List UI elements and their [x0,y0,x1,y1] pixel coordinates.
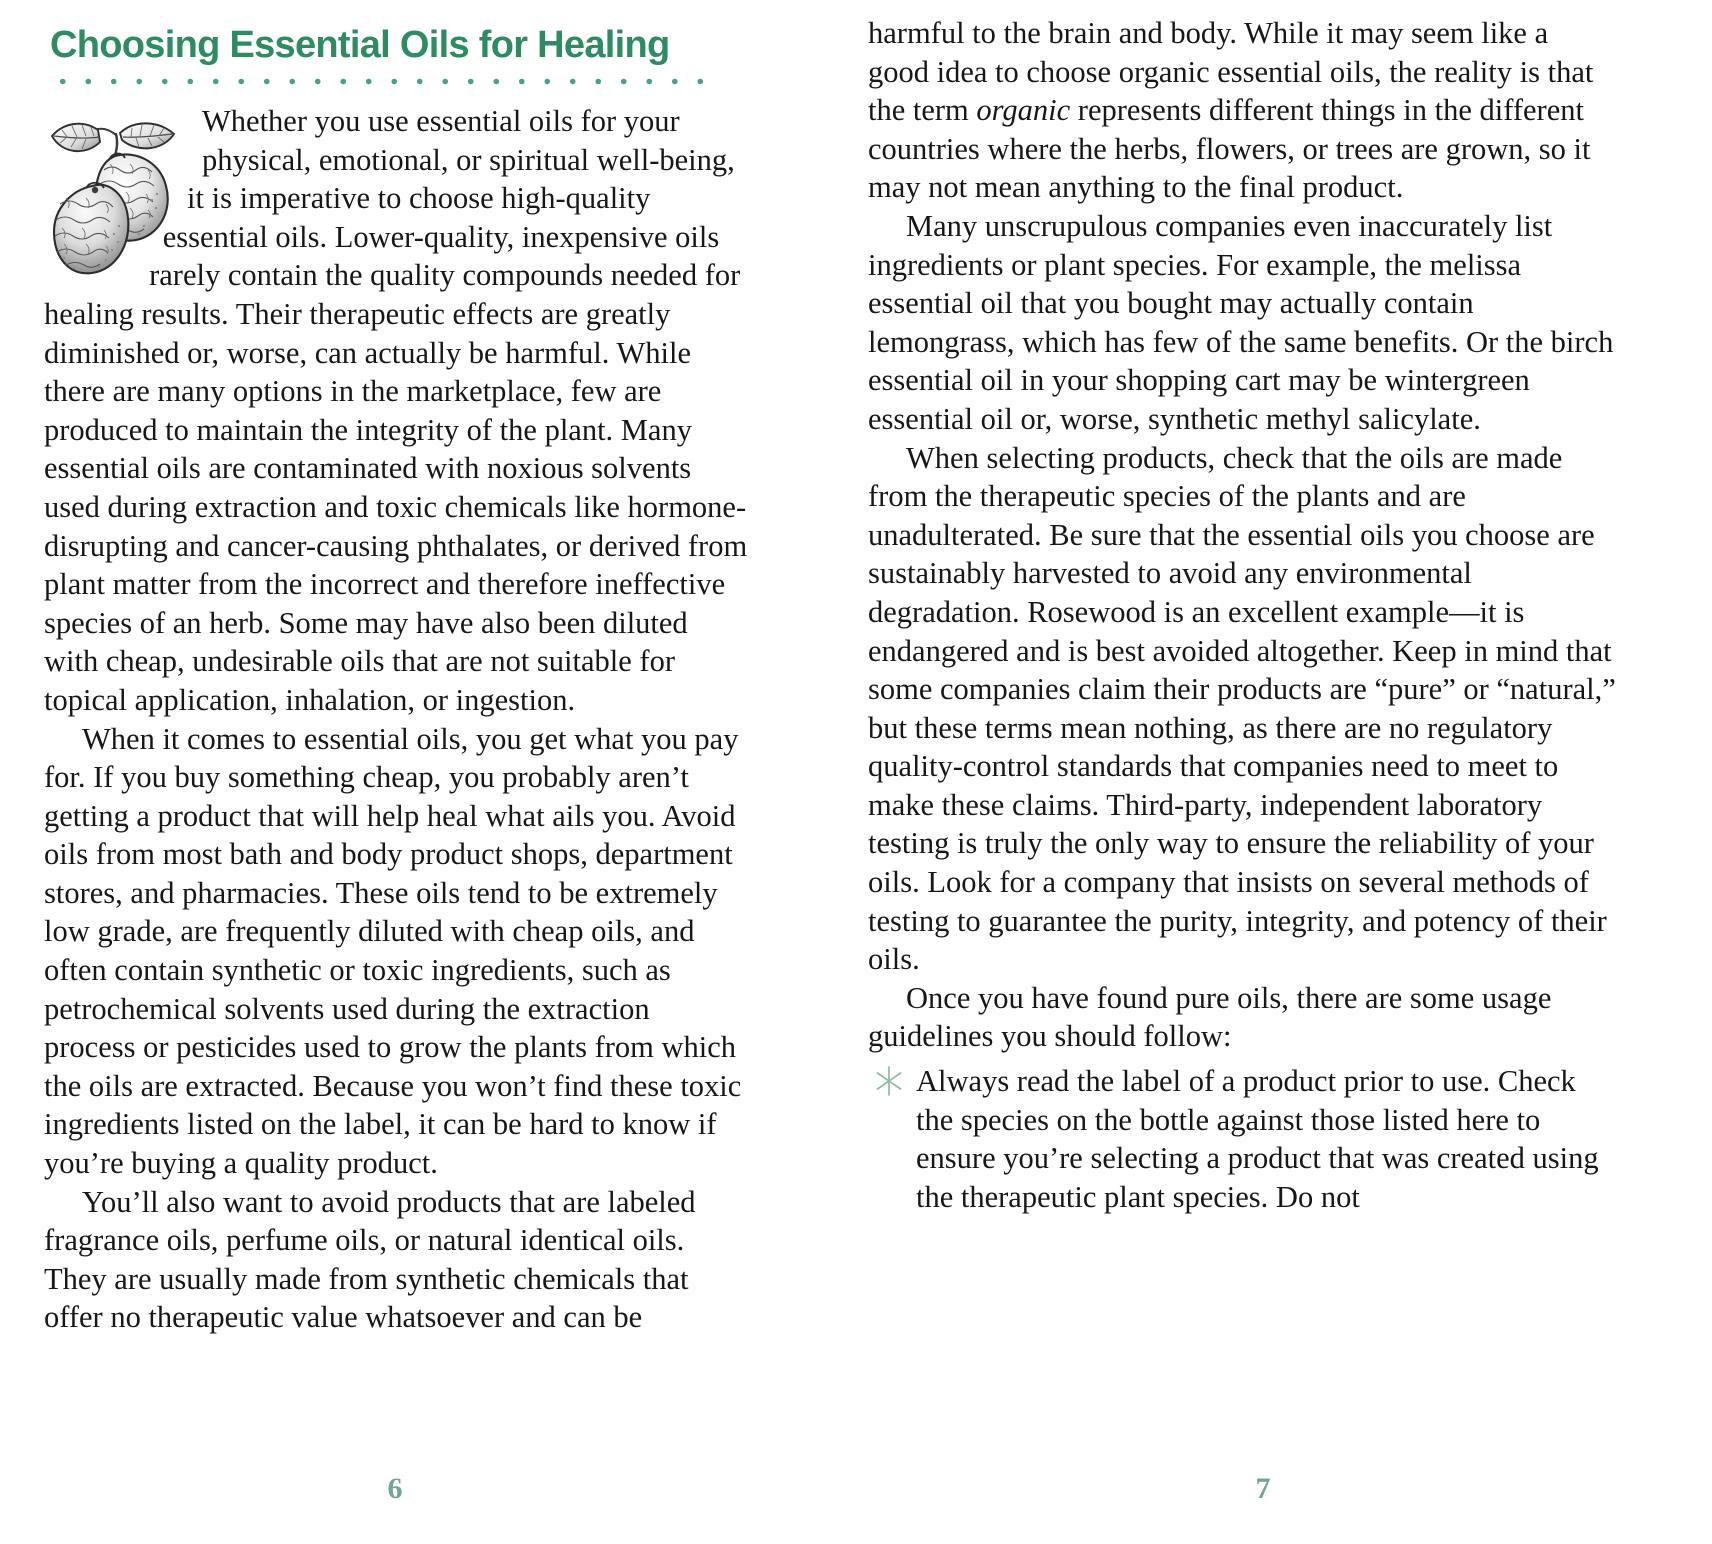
usage-guidelines-list [868,1062,1616,1216]
paragraph: Many unscrupulous companies even inaccurately list ingredients or plant species. For example, the melissa essential oil that you bought may actually contain lemongrass, which has few of the same benefits. Or the birch essential oil in your shopping cart may be wintergreen essential oil or, worse, synthetic methyl salicylate. [868,208,1614,436]
list-item [868,1062,1616,1216]
paragraph-text-part-b: represents different things in the different countries where the herbs, flowers, or trees are grown, so it may not mean anything to the final product. [868,93,1591,205]
left-page [0,0,790,1544]
page-title: Choosing Essential Oils for Healing [50,24,670,66]
paragraph: When it comes to essential oils, you get what you pay for. If you buy something cheap, you probably aren’t getting a product that will help heal what ails you. Avoid oils from most bath and body product shops, department stores, and pharmacies. These oils tend to be extremely low grade, are frequently diluted with cheap oils, and often contain synthetic or toxic ingredients, such as petrochemical solvents used during the extraction process or pesticides used to grow the plants from which the oils are extracted. Because you won’t find these toxic ingredients listed on the label, it can be hard to know if you’re buying a quality product. [44,721,742,1181]
paragraph-text-part-a: harmful to the brain and body. While it may seem like a good idea to choose organic essential oils, the reality is that the term [868,16,1594,128]
paragraph: When selecting products, check that the oils are made from the therapeutic species of the plants and are unadulterated. Be sure that the essential oils you choose are sustainably harvested to avoid any environmental degradation. Rosewood is an excellent example—it is endangered and is best avoided altogether. Keep in mind that some companies claim their products are “pure” or “natural,” but these terms mean nothing, as there are no regulatory quality-control standards that companies need to meet to make these claims. Third-party, independent laboratory testing is truly the only way to ensure the reliability of your oils. Look for a company that insists on several methods of testing to guarantee the purity, integrity, and potency of their oils. [868,440,1616,977]
asterisk-star-icon [874,1065,904,1097]
paragraph: You’ll also want to avoid products that are labeled fragrance oils, perfume oils, or natural identical oils. They are usually made from synthetic chemicals that offer no therapeutic value whatsoever and can be [44,1184,696,1335]
dotted-divider [50,77,705,86]
paragraph: Whether you use essential oils for your physical, emotional, or spiritual well-being, it is imperative to choose high-quality essential oils. Lower-quality, inexpensive oils rarely contain the quality compounds needed for healing results. Their therapeutic effects are greatly diminished or, worse, can actually be harmful. While there are many options in the marketplace, few are produced to maintain the integrity of the plant. Many essential oils are contaminated with noxious solvents used during extraction and toxic chemicals like hormone-disrupting and cancer-causing phthalates, or derived from plant matter from the incorrect and therefore ineffective species of an herb. Some may have also been diluted with cheap, undesirable oils that are not suitable for topical application, inhalation, or ingestion. [44,104,748,717]
list-item-label: Always read the label of a product prior to use. Check the species on the bottle against those listed here to ensure you’re selecting a product that was created using the therapeutic plant species. Do not [916,1064,1599,1214]
paragraph [868,14,1616,207]
page-number-left: 6 [387,1472,403,1505]
right-column-body [868,14,1616,1216]
right-page [868,0,1658,1544]
page-number-right: 7 [1255,1472,1271,1505]
emphasized-term: organic [976,93,1071,128]
left-column-body [44,102,748,1337]
paragraph: Once you have found pure oils, there are some usage guidelines you should follow: [868,980,1552,1054]
